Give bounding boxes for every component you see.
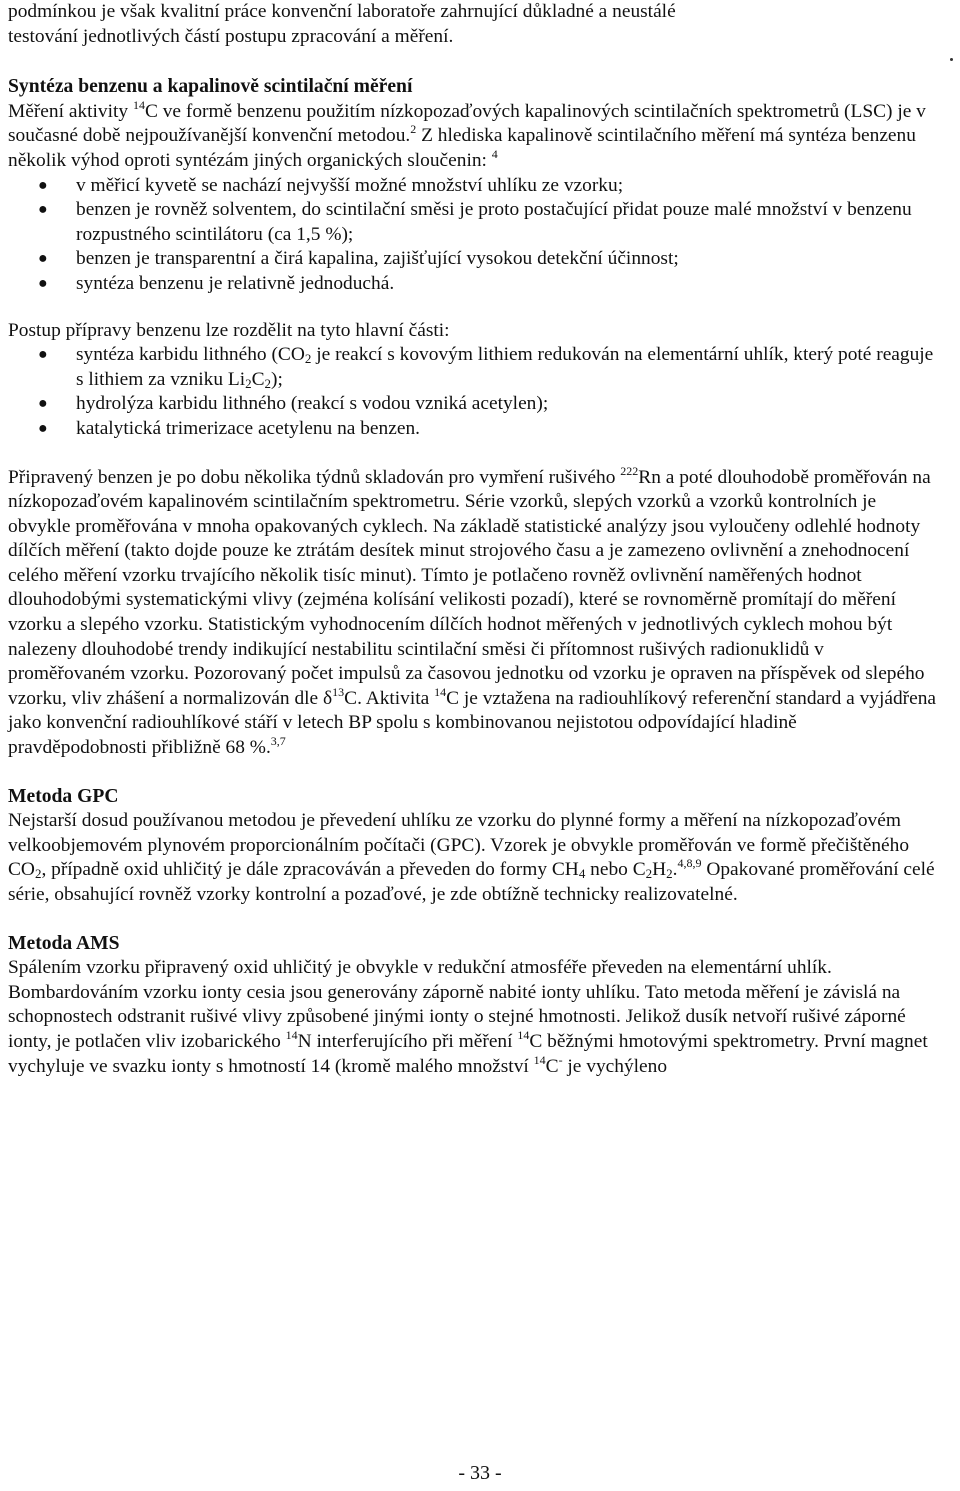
intro-line-2: testování jednotlivých částí postupu zpracování a měření. (8, 25, 454, 47)
text-run: , případně oxid uhličitý je dále zpracováván a převeden do formy CH (41, 859, 579, 881)
text-run: ); (271, 368, 283, 390)
bullet-icon: ● (38, 419, 48, 437)
heading-benzene-synthesis: Syntéza benzenu a kapalinově scintilační měření (8, 76, 413, 98)
text-run: C (545, 1055, 559, 1077)
subscript: 2 (645, 866, 653, 882)
bullet-icon: ● (38, 250, 48, 268)
subscript: 2 (666, 866, 673, 882)
text-run: Spálením vzorku připravený oxid uhličitý je obvykle v redukční atmosféře převeden na elementární uhlík. Bombardováním vzorku ionty cesia jsou generovány záporně nabité ionty uhlíku. Tato metoda měření je závislá na schopnostech odstranit rušivé vlivy způsobené jinými ionty o stejné hmotnosti. Jelikož dusík netvoří rušivé záporné ionty, je potlačen vliv izobarického (8, 957, 906, 1052)
reference-superscript: 4 (491, 146, 498, 161)
subscript: 2 (245, 375, 252, 391)
text-run: Z hlediska kapalinově scintilačního měření má syntéza benzenu několik výhod oproti syntézám jiných organických sloučenin: (8, 125, 916, 171)
subscript: 2 (264, 375, 272, 391)
reference-superscript: 4,8,9 (677, 856, 702, 871)
bullet-icon: ● (38, 395, 48, 413)
reference-superscript: 2 (410, 122, 417, 137)
isotope-superscript: 14 (517, 1027, 530, 1042)
text-run: Připravený benzen je po dobu několika týdnů skladován pro vymření rušivého (8, 466, 621, 488)
bullet-icon: ● (38, 274, 48, 292)
measurement-paragraph (8, 463, 938, 761)
list-item (8, 247, 938, 272)
isotope-superscript: 14 (533, 1052, 546, 1067)
text-run: Opakované proměřování celé série, obsahující rovněž vzorky kontrolní a pozaďové, je zde obtížně technicky realizovatelné. (8, 859, 935, 905)
text-run: C. Aktivita (344, 687, 435, 709)
benzene-intro-paragraph (8, 97, 938, 174)
charge-superscript: - (558, 1052, 563, 1067)
text-run: Měření aktivity (8, 100, 133, 122)
text-run: nebo C (585, 859, 646, 881)
text-run: syntéza karbidu lithného (CO (76, 344, 305, 366)
subscript: 2 (304, 351, 312, 367)
bullet-icon: ● (38, 201, 48, 219)
list-item (8, 272, 938, 297)
text-run: je reakcí s kovovým lithiem redukován na elementární uhlík, který poté reaguje s lithiem za vzniku Li (76, 344, 934, 390)
text-run: N interferujícího při měření (297, 1030, 518, 1052)
text-run: Rn a poté dlouhodobě proměřován na nízkopozaďovém kapalinovém scintilačním spektrometru. Série vzorků, slepých vzorků a vzorků kontrolních je obvykle proměřována v mnoha opakovaných cyklech. Na základě statistické analýzy jsou vyloučeny odlehlé hodnoty dílčích měření (takto dojde pouze ke ztrátám desítek minut strojového času a je zamezeno ovlivnění a znehodnocení celého měření vzorku trvajícího několik tisíc minut). Tímto je potlačeno rovněž ovlivnění naměřených hodnot dlouhodobými systematickými vlivy (zejména kolísání velikosti pozadí), které se rovnoměrně promítají do měření vzorku a slepého vzorku. Statistickým vyhodnocením dílčích hodnot měřených v jednotlivých cyklech mohou být nalezeny dlouhodobé trendy indikující nestabilitu scintilační směsi či přítomnost rušivých radionuklidů v proměřovaném vzorku. Pozorovaný počet impulsů za časovou jednotku od vzorku je opraven na příspěvek od slepého vzorku, vliv zhášení a normalizován dle δ (8, 466, 931, 709)
margin-dot (950, 58, 953, 61)
list-item (8, 392, 938, 417)
heading-ams: Metoda AMS (8, 932, 120, 954)
isotope-superscript: 14 (434, 684, 447, 699)
isotope-superscript: 222 (620, 463, 639, 478)
ams-paragraph (8, 956, 938, 1079)
isotope-superscript: 14 (285, 1027, 298, 1042)
preparation-steps-intro: Postup přípravy benzenu lze rozdělit na tyto hlavní části: (8, 319, 450, 341)
advantages-list (8, 174, 938, 297)
intro-line-1: podmínkou je však kvalitní práce konvenční laboratoře zahrnující důkladné a neustálé (8, 1, 676, 22)
heading-gpc: Metoda GPC (8, 785, 119, 807)
subscript: 2 (34, 866, 42, 882)
isotope-superscript: 14 (132, 97, 145, 112)
list-item (8, 417, 938, 442)
text-run: Nejstarší dosud používanou metodou je převedení uhlíku ze vzorku do plynné formy a měření na nízkopozaďovém velkoobjemovém plynovém proporcionálním počítači (GPC). Vzorek je obvykle proměřován ve formě přečištěného CO (8, 810, 910, 881)
bullet-icon: ● (38, 346, 48, 364)
list-item-text: syntéza benzenu je relativně jednoduchá. (76, 272, 395, 294)
text-run: H (652, 859, 667, 881)
text-run: C (251, 368, 265, 390)
list-item (8, 174, 938, 199)
list-item-text: benzen je transparentní a čirá kapalina, zajišťující vysokou detekční účinnost; (76, 248, 679, 270)
gpc-paragraph (8, 809, 938, 907)
isotope-superscript: 13 (332, 684, 345, 699)
text-run: C běžnými hmotovými spektrometry. První magnet vychyluje ve svazku ionty s hmotností 14 (kromě malého množství (8, 1030, 928, 1077)
subscript: 4 (578, 866, 586, 882)
list-item-text: benzen je rovněž solventem, do scintilační směsi je proto postačující přidat pouze malé množství v benzenu rozpustného scintilátoru (ca 1,5 %); (76, 199, 912, 245)
text-run: je vychýleno (562, 1055, 668, 1077)
reference-superscript: 3,7 (270, 734, 286, 749)
text-run: C ve formě benzenu použitím nízkopozaďových kapalinových scintilačních spektrometrů (LSC) je v současné době nejpoužívanější konvenční metodou. (8, 100, 926, 147)
intro-paragraph (8, 0, 938, 49)
page-number: - 33 - (458, 1462, 502, 1484)
list-item (8, 343, 938, 392)
list-item-text: hydrolýza karbidu lithného (reakcí s vodou vzniká acetylen); (76, 393, 549, 415)
list-item-text: v měřicí kyvetě se nachází nejvyšší možné množství uhlíku ze vzorku; (76, 174, 624, 196)
bullet-icon: ● (38, 176, 48, 194)
document-page (8, 0, 938, 1079)
text-run: . (672, 859, 678, 881)
list-item-text: katalytická trimerizace acetylenu na benzen. (76, 417, 420, 439)
preparation-steps-list (8, 343, 938, 441)
list-item (8, 198, 938, 247)
text-run: C je vztažena na radiouhlíkový referenční standard a vyjádřena jako konvenční radiouhlíkové stáří v letech BP spolu s kombinovanou nejistotou odpovídající hladině pravděpodobnosti přibližně 68 %. (8, 687, 937, 759)
